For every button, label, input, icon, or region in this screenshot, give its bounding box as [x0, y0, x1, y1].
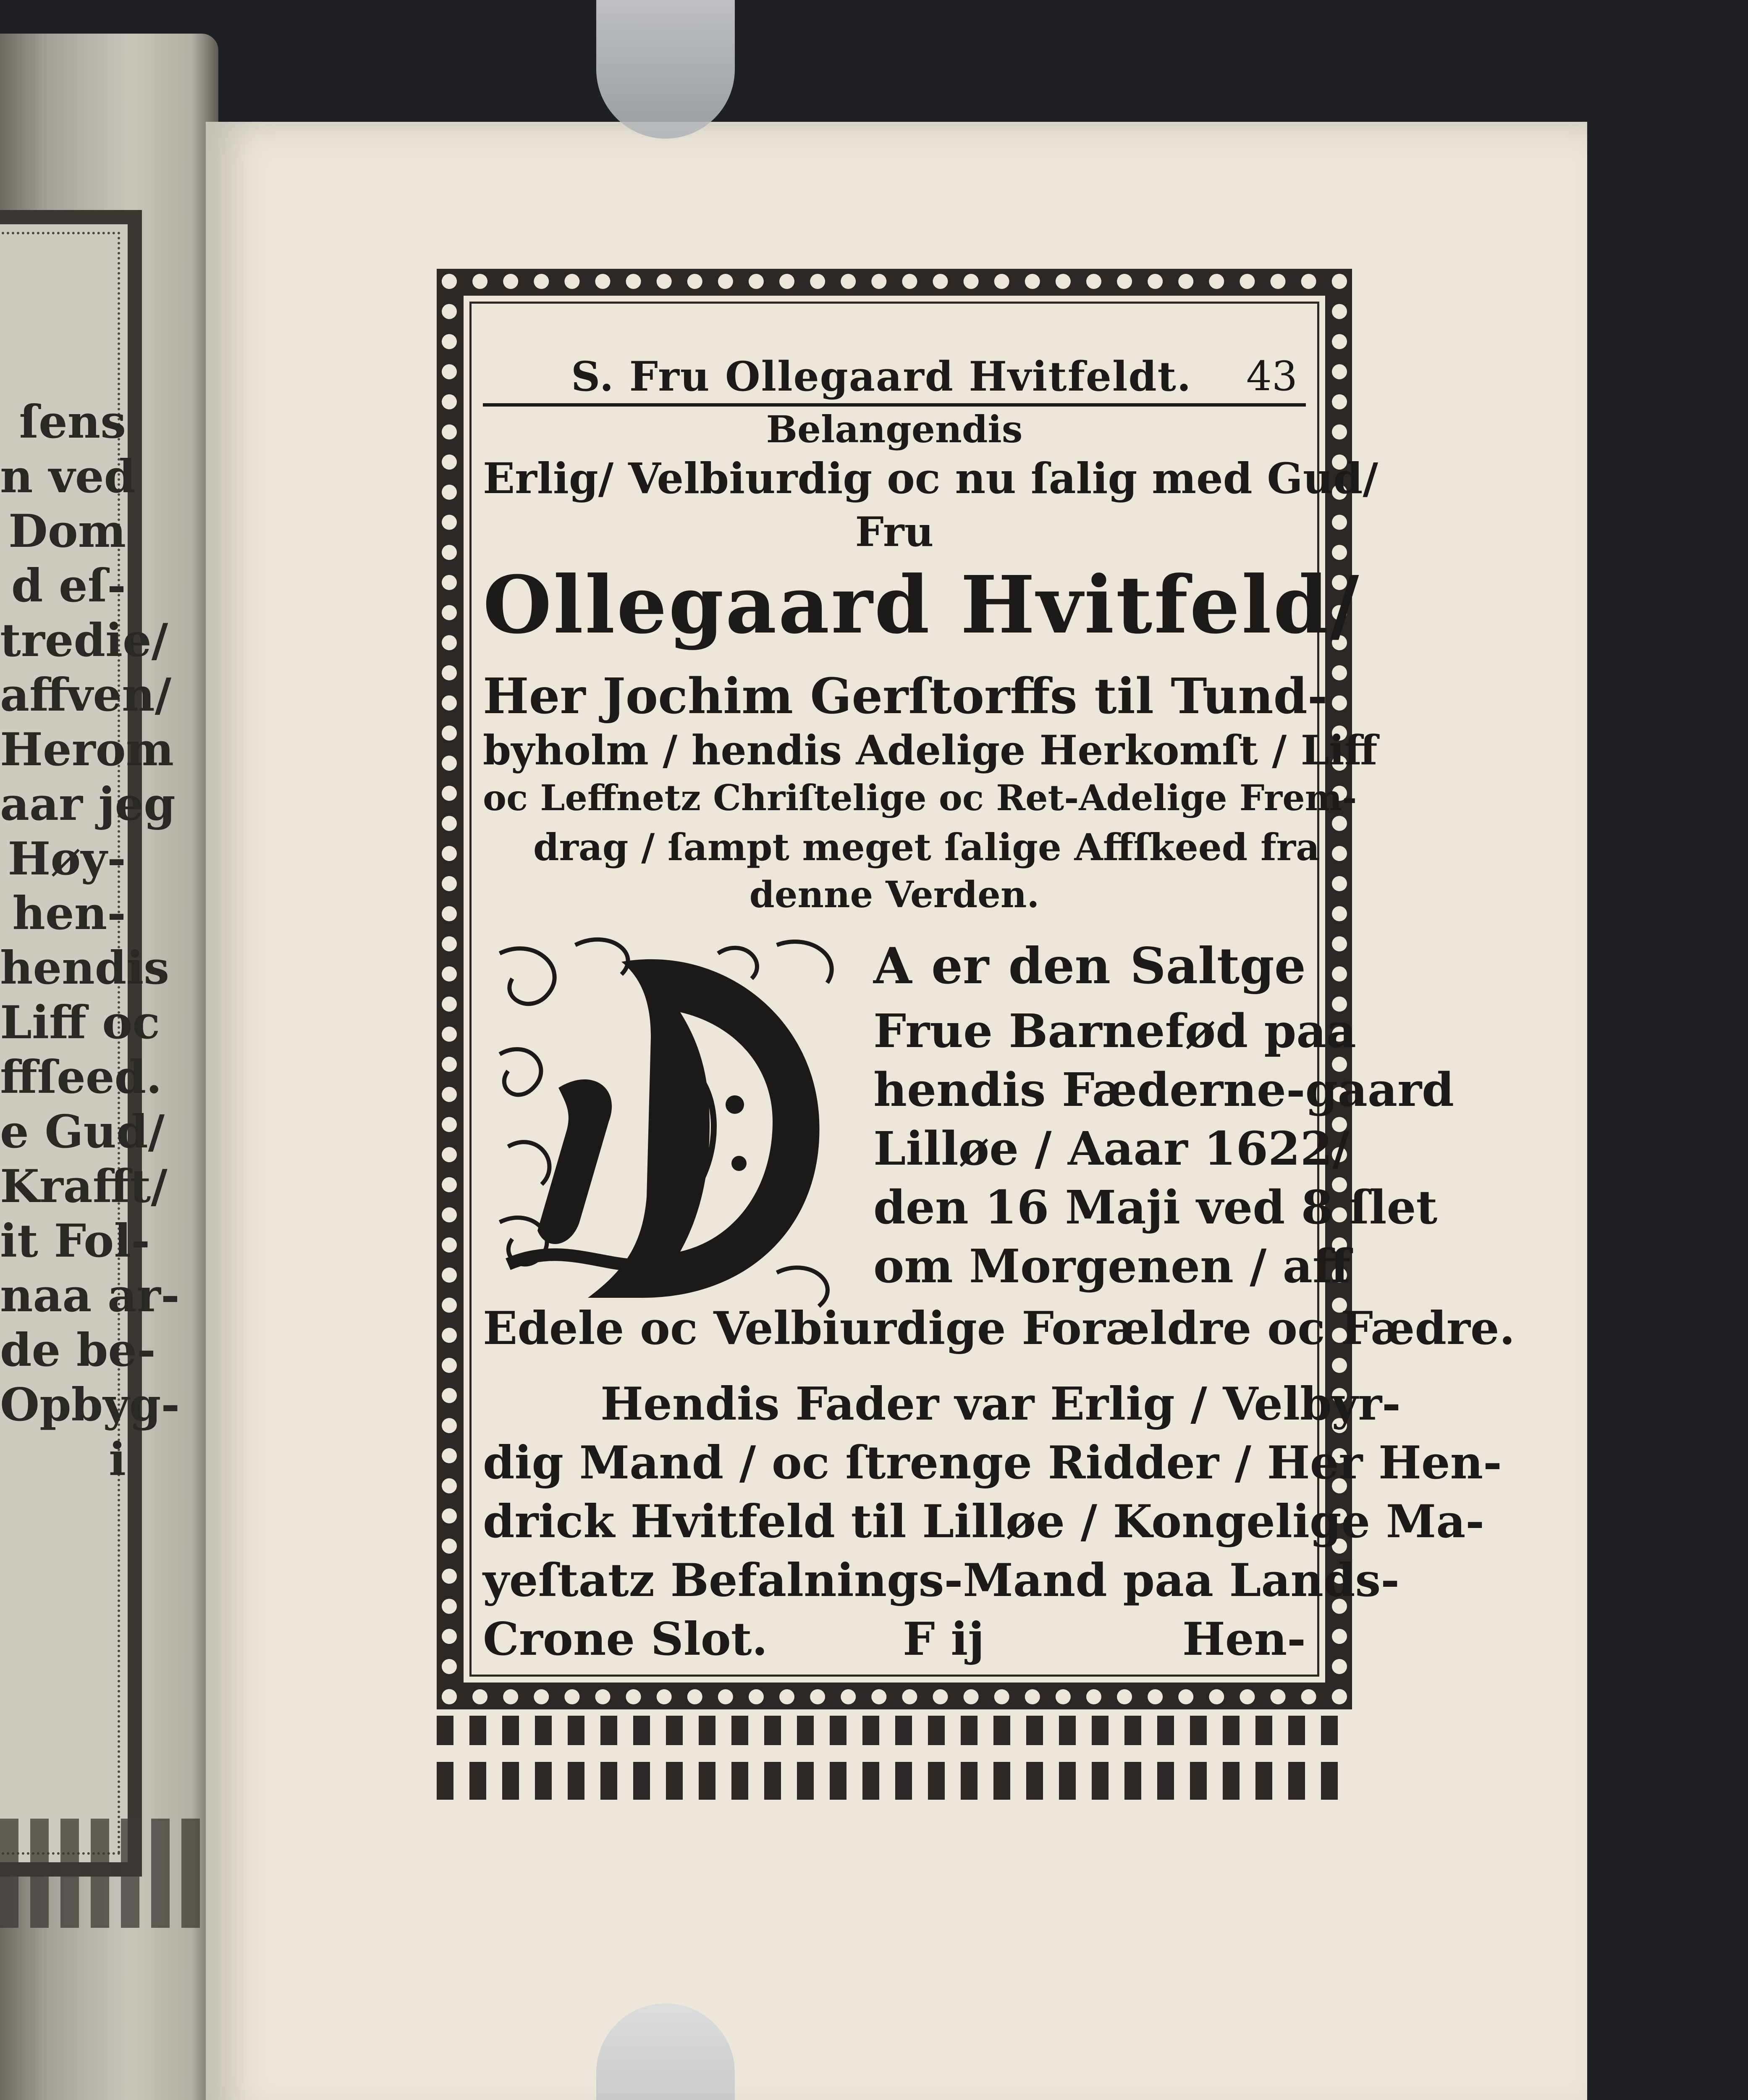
prev-line: n ved: [0, 450, 136, 503]
title-line-6: byholm / hendis Adelige Herkomſt / Liff: [483, 727, 1378, 774]
running-head: [483, 349, 1306, 407]
text-line: dig Mand / oc ſtrenge Ridder / Her Hen-: [483, 1436, 1502, 1489]
prev-line: Høy-: [8, 832, 126, 885]
prev-line: Herom: [0, 723, 174, 776]
page-content: [483, 349, 1515, 1693]
text-line: Edele oc Velbiurdige Forældre oc Fædre.: [483, 1302, 1515, 1355]
title-line-1: Belangendis: [766, 407, 1023, 451]
prev-line: d eſ-: [11, 559, 126, 612]
running-title: S. Fru Ollegaard Hvitfeldt.: [571, 353, 1192, 400]
top-clip: [596, 0, 735, 139]
text-line: Crone Slot.: [483, 1613, 768, 1666]
text-line: yeſtatz Befalnings-Mand paa Lands-: [483, 1554, 1400, 1607]
decorated-initial-art: [483, 928, 861, 1319]
previous-page-text: [0, 395, 180, 1487]
acorn-ornament-row: [437, 1716, 1352, 1800]
title-line-5: Her Jochim Gerſtorffs til Tund-: [483, 668, 1328, 725]
previous-page: [0, 34, 218, 2100]
text-line: Hendis Fader var Erlig / Velbyr-: [600, 1378, 1401, 1431]
text-line: Frue Barnefød paa: [873, 1004, 1356, 1058]
prev-line: Opbyg-: [0, 1378, 180, 1431]
prev-line: ſens: [19, 396, 126, 449]
text-line: hendis Fæderne-gaard: [873, 1063, 1454, 1117]
title-line-7: oc Leffnetz Chriſtelige oc Ret-Adelige Frem-: [483, 777, 1357, 819]
prev-line: e Gud/: [0, 1105, 165, 1158]
title-line-9: denne Verden.: [749, 874, 1040, 916]
prev-line: hen-: [12, 887, 126, 940]
prev-line: aar jeg: [0, 778, 176, 831]
title-line-8: drag / ſampt meget ſalige Affſkeed fra: [533, 825, 1320, 869]
text-line: Lilløe / Aaar 1622/: [873, 1121, 1350, 1176]
prev-line: it Fol-: [0, 1215, 150, 1268]
prev-line: ffſeed.: [0, 1051, 162, 1104]
title-name: Ollegaard Hvitfeld/: [483, 559, 1361, 651]
last-line: [483, 1613, 1306, 1667]
prev-line: affven/: [0, 669, 172, 722]
title-line-3: Fru: [855, 508, 934, 556]
prev-line: i: [108, 1433, 126, 1486]
catchword: Hen-: [1182, 1613, 1306, 1666]
prev-line: de be-: [0, 1324, 156, 1377]
prev-line: Liff oc: [0, 996, 160, 1049]
text-line: drick Hvitfeld til Lilløe / Kongelige Ma-: [483, 1495, 1485, 1548]
prev-line: naa ar-: [0, 1269, 180, 1322]
title-line-2: Erlig/ Velbiurdig oc nu ſalig med Gud/: [483, 454, 1378, 503]
previous-page-ornament: [0, 1819, 210, 1928]
signature-mark: F ij: [903, 1613, 985, 1666]
prev-line: tredie/: [0, 614, 168, 667]
text-line: om Morgenen / aff: [873, 1239, 1351, 1293]
prev-line: Krafft/: [0, 1160, 168, 1213]
prev-line: hendis: [0, 942, 170, 995]
text-line: A er den Saltge: [873, 937, 1306, 995]
decorated-initial: [483, 928, 861, 1319]
page-number: 43: [1246, 353, 1297, 400]
text-line: den 16 Maji ved 8 ſlet: [873, 1180, 1438, 1234]
prev-line: Dom: [8, 505, 126, 558]
